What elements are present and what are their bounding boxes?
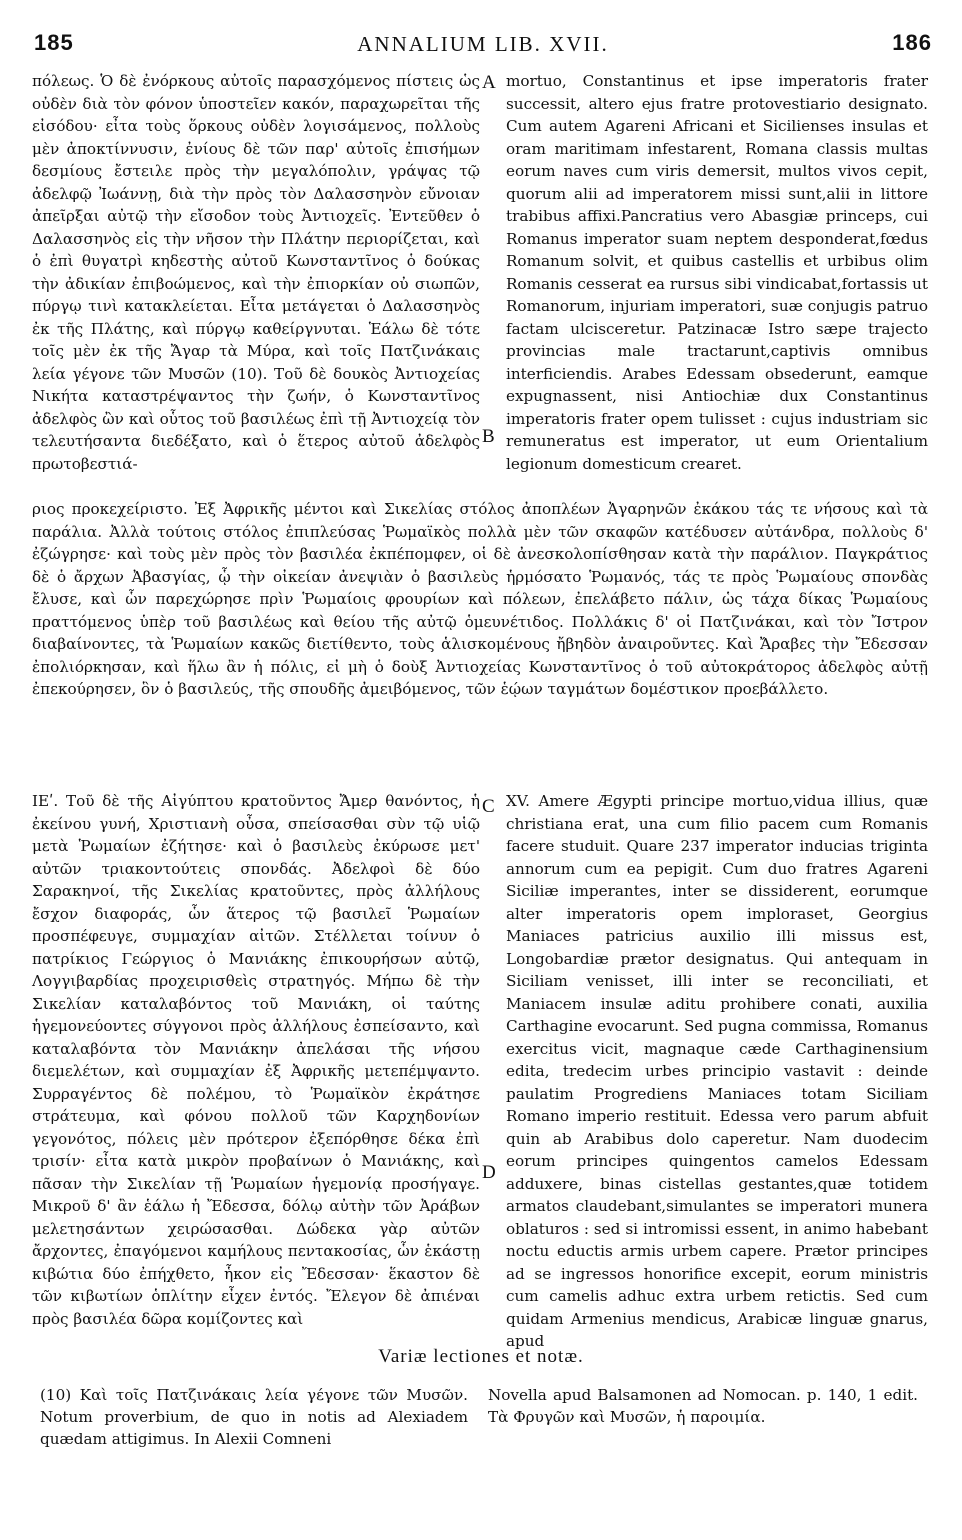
greek-paragraph-bottom: ΙΕʹ. Τοῦ δὲ τῆς Αἰγύπτου κρατοῦντος Ἄμερ θανόντος, ἡ ἐκείνου γυνή, Χριστιανὴ οὖσα, σπείσασθαι σὺν τῷ υἱῷ μετὰ Ῥωμαίων ἐζήτησε· καὶ ὁ βασιλεὺς ἐκύρωσε μετ' αὐτῶν τριακοντούτεις σπονδάς. Ἀδελφοὶ δὲ δύο Σαρακηνοί, τῆς Σικελίας κρατοῦντες, πρὸς ἀλλήλους ἔσχον διαφοράς, ὧν ἅτερος τῷ βασιλεῖ Ῥωμαίων προσπέφευγε, συμμαχίαν αἰτῶν. Στέλλεται τοίνυν ὁ πατρίκιος Γεώργιος ὁ Μανιάκης ἐπικουρήσων αὐτῷ, Λογγιβαρδίας προχειρισθεὶς στρατηγός. Μήπω δὲ τὴν Σικελίαν καταλαβόντος τοῦ Μανιάκη, οἱ ταύτης ἡγεμονεύοντες σύγγονοι πρὸς ἀλλήλους ἐσπείσαντο, καὶ καταλαβόντα τὸν Μανιάκην ἀπελάσαι τῆς νήσου διεμελέτων, καὶ συμμαχίαν ἐξ Ἀφρικῆς μετεπέμψαντο. Συρραγέντος δὲ πολέμου, τὸ Ῥωμαϊκὸν ἐκράτησε στράτευμα, καὶ φόνου πολλοῦ τῶν Καρχηδονίων γεγονότος, πόλεις μὲν πρότερον ἐξεπόρθησε δέκα ἐπὶ τρισίν· εἶτα κατὰ μικρὸν προβαίνων ὁ Μανιάκης, καὶ πᾶσαν τὴν Σικελίαν τῇ Ῥωμαίων ἡγεμονίᾳ προσήγαγε. Μικροῦ δ' ἂν ἑάλω ἡ Ἔδεσσα, δόλῳ αὐτὴν τῶν Ἀράβων μελετησάντων χειρώσασθαι. Δώδεκα γὰρ αὐτῶν ἄρχοντες, ἐπαγόμενοι καμήλους πεντακοσίας, ὧν ἑκάστῃ κιβώτια δύο ἐπήχθετο, ἧκον εἰς Ἔδεσσαν· ἕκαστον δὲ τῶν κιβωτίων ὁπλίτην εἶχεν ἐντός. Ἔλεγον δὲ ἀπιέναι πρὸς βασιλέα δῶρα κομίζοντες καὶ [32,792,480,1328]
notes-title: Variæ lectiones et notæ. [378,1346,584,1367]
footnote-left [40,1384,468,1450]
greek-text-bottom [32,790,480,1340]
latin-text-bottom [506,790,928,1350]
footnote-right-text: Novella apud Balsamonen ad Nomocan. p. 140, 1 edit. Τὰ Φρυγῶν καὶ Μυσῶν, ἡ παροιμία. [488,1386,918,1426]
page-number-left: 185 [34,30,74,55]
running-title: ANNALIUM LIB. XVII. [357,32,609,56]
latin-text-top [506,70,928,498]
greek-paragraph-full: ριος προκεχείριστο. Ἐξ Ἀφρικῆς μέντοι καὶ Σικελίας στόλος ἀποπλέων Ἀγαρηνῶν ἐκάκου τάς τε νήσους καὶ τὰ παράλια. Ἀλλὰ τούτοις στόλος ἐπιπλεύσας Ῥωμαϊκὸς πολλὰ μὲν τῶν σκαφῶν κατέδυσεν αὐτάνδρα, πολλοὺς δ' ἐζώγρησε· καὶ τοὺς μὲν πρὸς τὸν βασιλέα ἐκπέπομφεν, οἱ δὲ ἀνεσκολοπίσθησαν κατὰ τὴν παράλιον. Παγκράτιος δὲ ὁ ἄρχων Ἀβασγίας, ᾧ τὴν οἰκείαν ἀνεψιὰν ὁ βασιλεὺς ἡρμόσατο Ῥωμανός, τάς τε πρὸς Ῥωμαίους σπονδὰς ἔλυσε, καὶ ὧν παρεχώρησε πρὶν Ῥωμαίοις φρουρίων καὶ πόλεων, ἐπελάβετο πάλιν, ὡς τάχα δίκας Ῥωμαίους πραττόμενος ὑπὲρ τοῦ βασιλέως καὶ θείου τῆς αὐτῷ ὁμευνέτιδος. Πολλάκις δ' οἱ Πατζινάκαι, καὶ τὸν Ἴστρον διαβαίνοντες, τὰ Ῥωμαίων κακῶς διετίθεντο, τοὺς ἁλισκομένους ἤβηδὸν ἀναιροῦντες. Καὶ Ἄραβες τὴν Ἔδεσσαν ἐπολιόρκησαν, καὶ ἥλω ἂν ἡ πόλις, εἰ μὴ ὁ δοὺξ Ἀντιοχείας Κωνσταντῖνος ὁ τοῦ αὐτοκράτορος ἀδελφὸς αὐτῇ ἐπεκούρησεν, ὃν ὁ βασιλεύς, τῆς σπουδῆς ἀμειβόμενος, τῶν ἑῴων ταγμάτων δομέστικον προεβάλλετο. [32,500,928,698]
margin-marker-b: B [482,426,495,447]
latin-paragraph-top: mortuo, Constantinus et ipse imperatoris frater successit, altero ejus fratre protovestiario designato. Cum autem Agareni Africani et Sicilienses insulas et oram maritimam infestarent, Romana classis multas eorum naves cum viris demersit, multos vivos cepit, quorum alii ad imperatorem missi sunt,alii in littore trabibus affixi.Pancratius vero Abasgiæ princeps, cui Romanus imperator suam neptem desponderat,fœdus Romanum solvit, et quibus castellis et urbibus olim Romanis cesserat ea rursus sibi vindicabat,fortassis ut Romanorum, injuriam imperatori, suæ conjugis patruo factam ulcisceretur. Patzinacæ Istro sæpe trajecto provincias male tractarunt,captivis omnibus interficiendis. Arabes Edessam obsederunt, eamque expugnassent, nisi Antiochiæ dux Constantinus imperatoris frater opem tulisset : cujus industriam sic remuneratus est imperator, ut eum Orientalium legionum domesticum crearet. [506,72,928,473]
page-number-right: 186 [892,30,932,55]
greek-text-full-width [32,498,928,788]
page-header [34,30,932,58]
latin-paragraph-bottom: XV. Amere Ægypti principe mortuo,vidua illius, quæ christiana erat, una cum filio pacem cum Romanis facere studuit. Quare 237 imperator inducias triginta annorum cum ea pepigit. Cum duo fratres Agareni Siciliæ imperantes, inter se dissiderent, eorumque alter imperatoris opem imploraset, Georgius Maniaces patricius auxilio illi missus est, Longobardiæ prætor designatus. Qui antequam in Siciliam venisset, illi inter se reconciliati, et Maniacem insulæ aditu prohibere conati, auxilia Carthagine evocarunt. Sed pugna commissa, Romanus exercitus vicit, magnaque cæde Carthaginensium edita, tredecim urbes principio vastavit : deinde paulatim Progrediens Maniaces totam Siciliam Romano imperio restituit. Edessa vero parum abfuit quin ab Arabibus dolo caperetur. Nam duodecim eorum principes quingentos camelos Edessam adduxere, binas cistellas gestantes,quæ totidem armatos claudebant,simulantes se imperatori munera oblaturos : sed si intromissi essent, in animo habebant noctu eductis armis urbem capere. Prætor principes ad se ingressos honorifice excepit, eorum ministris cum camelis adhuc extra urbem retictis. Sed cum quidam Armenius mendicus, Arabicæ linguæ gnarus, apud [506,792,928,1350]
footnote-left-text: (10) Καὶ τοῖς Πατζινάκαις λεία γέγονε τῶν Μυσῶν. Notum proverbium, de quo in notis ad Alexiadem quædam attigimus. In Alexii Comneni [40,1386,468,1448]
footnote-right [488,1384,918,1428]
margin-marker-d: D [482,1162,496,1183]
margin-marker-a: A [482,72,496,93]
greek-text-top [32,70,480,498]
margin-marker-c: C [482,796,495,817]
greek-paragraph-top: πόλεως. Ὁ δὲ ἐνόρκους αὐτοῖς παρασχόμενος πίστεις ὡς οὐδὲν διὰ τὸν φόνον ὑποστεῖεν κακόν, παραχωρεῖται τῆς εἰσόδου· εἶτα τοὺς ὅρκους οὐδὲν λογισάμενος, πολλοὺς μὲν ἀποκτίννυσιν, ἐνίους δὲ τῶν παρ' αὐτοῖς ἐπισήμων δεσμίους ἔστειλε πρὸς τὴν μεγαλόπολιν, γράψας τῷ ἀδελφῷ Ἰωάννῃ, διὰ τὴν πρὸς τὸν Δαλασσηνὸν εὔνοιαν ἀπεῖρξαι αὐτῷ τὴν εἴσοδον τοὺς Ἀντιοχεῖς. Ἐντεῦθεν ὁ Δαλασσηνὸς εἰς τὴν νῆσον τὴν Πλάτην περιορίζεται, καὶ ὁ ἐπὶ θυγατρὶ κηδεστὴς αὐτοῦ Κωνσταντῖνος ὁ δούκας τὴν ἀδικίαν ἐπιβοώμενος, καὶ τὴν ἐπιορκίαν οὐ σιωπῶν, πύργῳ τινὶ κατακλείεται. Εἶτα μετάγεται ὁ Δαλασσηνὸς ἐκ τῆς Πλάτης, καὶ πύργῳ καθείργνυται. Ἑάλω δὲ τότε τοῖς μὲν ἐκ τῆς Ἄγαρ τὰ Μύρα, καὶ τοῖς Πατζινάκαις λεία γέγονε τῶν Μυσῶν (10). Τοῦ δὲ δουκὸς Ἀντιοχείας Νικήτα καταστρέψαντος τὴν ζωήν, ὁ Κωνσταντῖνος ἀδελφὸς ὢν καὶ οὗτος τοῦ βασιλέως ἐπὶ τῇ Ἀντιοχείᾳ τὸν τελευτήσαντα διεδέξατο, καὶ ὁ ἕτερος αὐτοῦ ἀδελφὸς πρωτοβεστιά- [32,72,480,473]
